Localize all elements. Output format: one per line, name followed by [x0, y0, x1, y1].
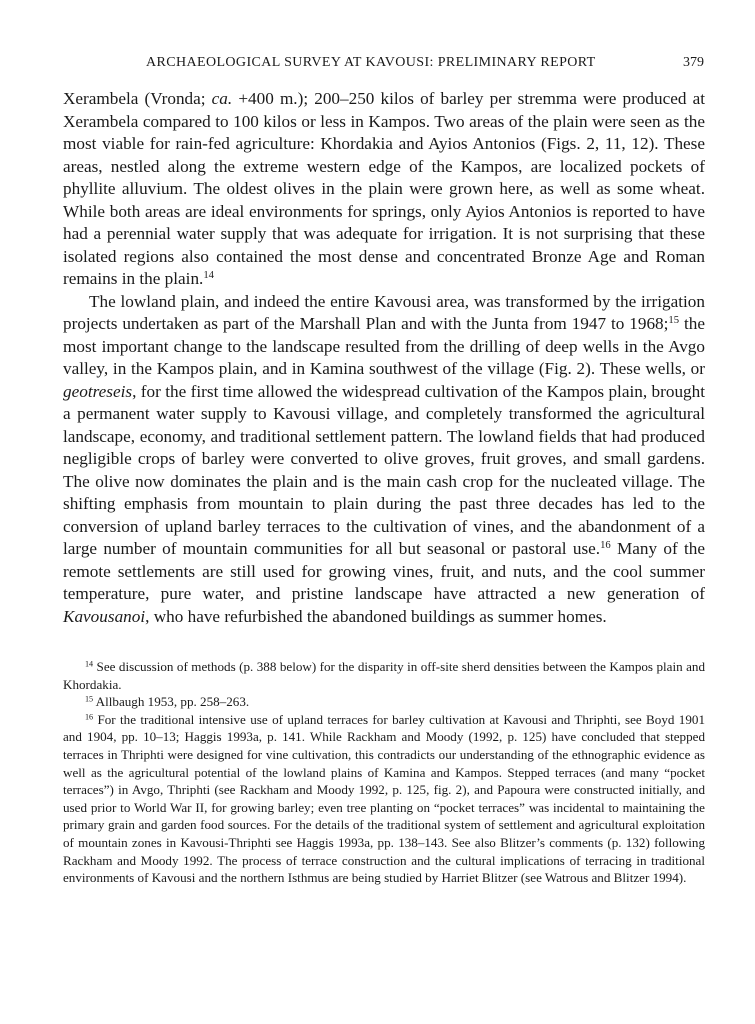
footnote-number: 16 — [85, 712, 94, 722]
paragraph-2-text-c: , for the first time allowed the widespread cultivation of the Kampos plain, brought a permanent water supply to Kavousi village, and completely transformed the agricultural landscape, economy, and traditional settlement pattern. The lowland fields that had produced negligible crops of barley were converted to olive groves, fruit groves, and small gardens. The olive now dominates the plain and is the main cash crop for the nucleated village. The shifting emphasis from mountain to plain during the past three decades has led to the conversion of upland barley terraces to the cultivation of vines, and the abandonment of a large number of mountain communities for all but seasonal or pastoral use. — [63, 381, 705, 558]
paragraph-1-text-a: Xerambela (Vronda; — [63, 89, 212, 108]
footnote-15 — [63, 693, 705, 711]
footnote-number: 14 — [85, 659, 94, 669]
footnote-text: Allbaugh 1953, pp. 258–263. — [93, 694, 250, 710]
footnotes — [63, 658, 705, 887]
body-text — [63, 88, 705, 628]
paragraph-2-text-a: The lowland plain, and indeed the entire Kavousi area, was transformed by the irrigation projects undertaken as part of the Marshall Plan and with the Junta from 1947 to 1968; — [63, 291, 705, 333]
paragraph-1-text-b: +400 m.); 200–250 kilos of barley per stremma were produced at Xerambela compared to 100 kilos or less in Kampos. Two areas of the plain were seen as the most viable for rain-fed agriculture: Khordakia and Ayios Antonios (Figs. 2, 11, 12). These areas, nestled along the extreme western edge of the Kampos, are localized pockets of phyllite alluvium. The oldest olives in the plain were grown here, as well as some wheat. While both areas are ideal environments for springs, only Ayios Antonios is reported to have had a perennial water supply that was adequate for irrigation. It is not surprising that these isolated regions also contained the most dense and concentrated Bronze Age and Roman remains in the plain. — [63, 89, 706, 288]
running-head: ARCHAEOLOGICAL SURVEY AT KAVOUSI: PRELIMINARY REPORT — [146, 55, 596, 70]
footnote-16 — [63, 711, 705, 887]
paragraph-2 — [63, 291, 705, 629]
footnote-ref-14[interactable]: 14 — [203, 270, 214, 282]
paragraph-2-text-e: , who have refurbished the abandoned buildings as summer homes. — [145, 606, 607, 626]
page-number: 379 — [683, 55, 704, 70]
paragraph-1 — [63, 88, 705, 291]
footnote-text: For the traditional intensive use of upland terraces for barley cultivation at Kavousi and Thriphti, see Boyd 1901 and 1904, pp. 10–13; Haggis 1993a, p. 141. While Rackham and Moody (1992, p. 125) have concluded that stepped terraces in Thriphti were designed for vine cultivation, this contradicts our understanding of the ethnographic evidence as well as the agricultural potential of the lowland plains of Kamina and Kampos. Stepped terraces (and many “pocket terraces”) in Avgo, Thriphti (see Rackham and Moody 1992, p. 125, fig. 2), and Papoura were constructed initially, and used prior to World War II, for growing barley; even tree planting on “pocket terraces” was incidental to maintaining the primary grain and garden food sources. For the details of the traditional system of settlement and agricultural exploitation of mountain zones in Kavousi-Thriphti see Haggis 1993a, pp. 138–143. See also Blitzer’s comments (p. 132) following Rackham and Moody 1992. The process of terrace construction and the cultural implications of terracing in traditional environments of Kavousi and the northern Isthmus are being studied by Harriet Blitzer (see Watrous and Blitzer 1994). — [63, 711, 705, 886]
paragraph-2-italic-geotreseis: geotreseis — [63, 381, 133, 401]
footnote-number: 15 — [85, 694, 94, 704]
footnote-14 — [63, 658, 705, 693]
paragraph-2-text-b: the most important change to the landscape resulted from the drilling of deep wells in the Avgo valley, in the Kampos plain, and in Kamina southwest of the village (Fig. 2). These wells, or — [63, 314, 705, 378]
paragraph-1-italic-ca: ca. — [211, 89, 233, 108]
footnote-ref-16[interactable]: 16 — [600, 540, 611, 552]
footnote-text: See discussion of methods (p. 388 below) for the disparity in off-site sherd densities between the Kampos plain and Khordakia. — [63, 659, 705, 692]
paragraph-2-text-d: Many of the remote settlements are still used for growing vines, fruit, and nuts, and the cool summer temperature, pure water, and pristine landscape have attracted a new generation of — [63, 539, 705, 603]
footnote-ref-15[interactable]: 15 — [668, 315, 680, 327]
paragraph-2-italic-kavousanoi: Kavousanoi — [63, 606, 146, 626]
